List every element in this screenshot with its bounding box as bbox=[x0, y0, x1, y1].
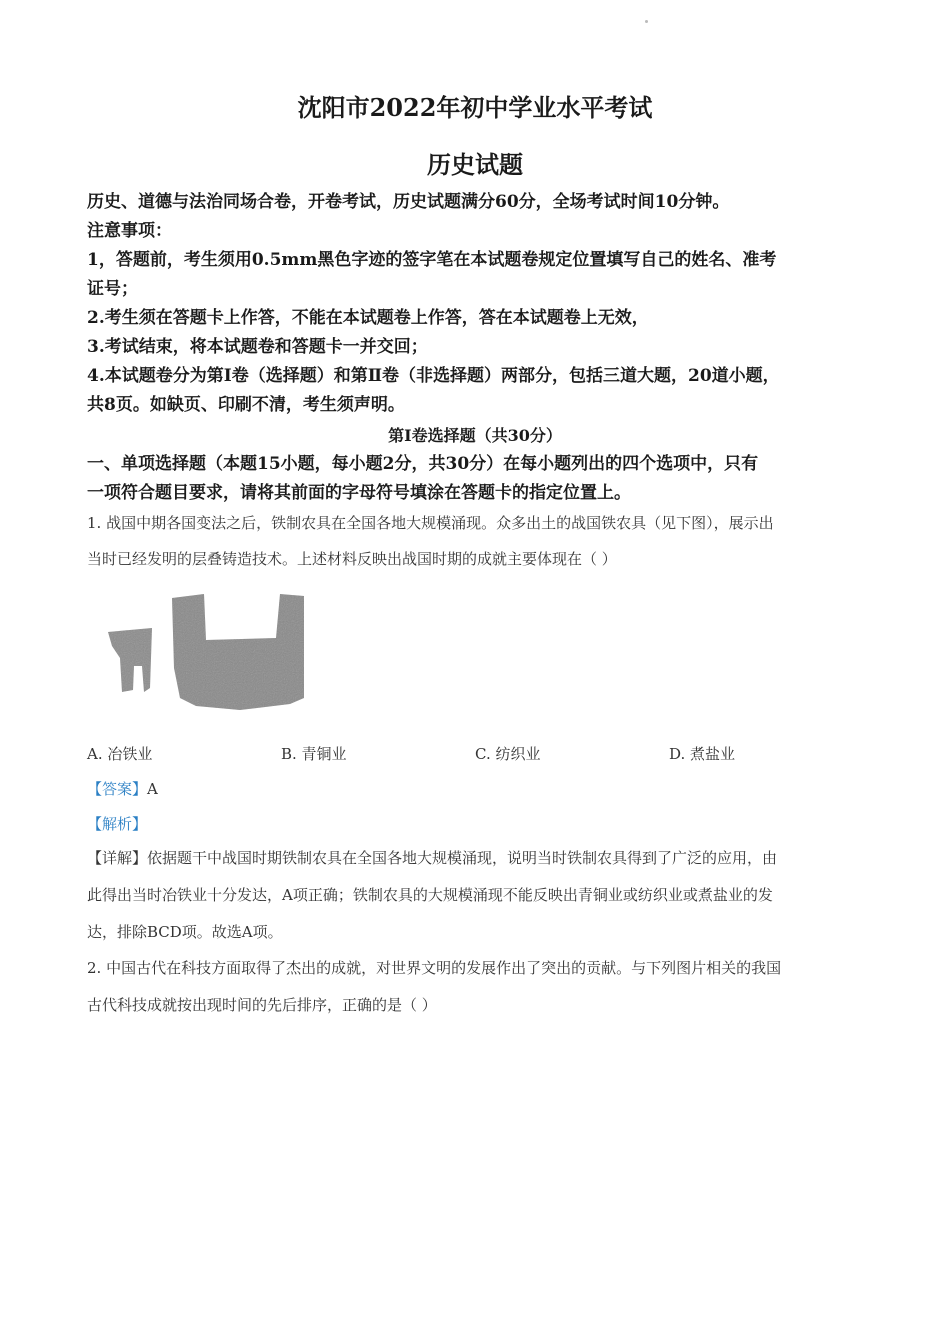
analysis-label: 【解析】 bbox=[87, 815, 148, 833]
instruction-item-3: 3.考试结束，将本试题卷和答题卡一并交回； bbox=[87, 337, 428, 357]
instruction-item-1-line1: 1，答题前，考生须用0.5mm黑色字迹的签字笔在本试题卷规定位置填写自己的姓名、准考 bbox=[87, 250, 777, 270]
answer-value: A bbox=[147, 780, 158, 798]
question-1-line2: 当时已经发明的层叠铸造技术。上述材料反映出战国时期的成就主要体现在（ ） bbox=[87, 550, 617, 568]
detail-line1: 【详解】依据题干中战国时期铁制农具在全国各地大规模涌现，说明当时铁制农具得到了广泛的应用，由 bbox=[87, 849, 778, 867]
instruction-item-1-line2: 证号； bbox=[87, 279, 138, 299]
question-2-line1: 2. 中国古代在科技方面取得了杰出的成就，对世界文明的发展作出了突出的贡献。与下列图片相关的我国 bbox=[87, 959, 782, 977]
notice-label: 注意事项： bbox=[87, 221, 172, 241]
large-tool bbox=[172, 594, 304, 710]
option-c: C. 纺织业 bbox=[475, 745, 541, 763]
section-heading: 第I卷选择题（共30分） bbox=[388, 426, 562, 445]
part-one-line1: 一、单项选择题（本题15小题，每小题2分，共30分）在每小题列出的四个选项中，只有 bbox=[87, 454, 759, 474]
question-2-line2: 古代科技成就按出现时间的先后排序，正确的是（ ） bbox=[87, 996, 437, 1014]
scan-speck bbox=[645, 20, 648, 23]
exam-subtitle: 历史试题 bbox=[427, 150, 523, 179]
question-1-line1: 1. 战国中期各国变法之后，铁制农具在全国各地大规模涌现。众多出土的战国铁农具（见下图），展示出 bbox=[87, 514, 774, 532]
iron-tools-image bbox=[100, 588, 320, 723]
detail-line2: 此得出当时冶铁业十分发达，A项正确；铁制农具的大规模涌现不能反映出青铜业或纺织业或煮盐业的发 bbox=[87, 886, 773, 904]
detail-line3: 达，排除BCD项。故选A项。 bbox=[87, 923, 283, 941]
option-b: B. 青铜业 bbox=[281, 745, 347, 763]
exam-title: 沈阳市2022年初中学业水平考试 bbox=[297, 93, 653, 122]
part-one-line2: 一项符合题目要求，请将其前面的字母符号填涂在答题卡的指定位置上。 bbox=[87, 483, 631, 503]
instruction-item-4-line1: 4.本试题卷分为第I卷（选择题）和第Ⅱ卷（非选择题）两部分，包括三道大题，20道小题， bbox=[87, 366, 780, 386]
instruction-item-2: 2.考生须在答题卡上作答，不能在本试题卷上作答，答在本试题卷上无效， bbox=[87, 308, 649, 328]
answer-label: 【答案】 bbox=[87, 780, 148, 798]
option-a: A. 冶铁业 bbox=[87, 745, 153, 763]
answer-line bbox=[87, 778, 158, 799]
small-tool bbox=[108, 628, 152, 692]
instruction-item-4-line2: 共8页。如缺页、印刷不清，考生须声明。 bbox=[87, 395, 405, 415]
instructions-intro: 历史、道德与法治同场合卷，开卷考试，历史试题满分60分，全场考试时间10分钟。 bbox=[87, 192, 730, 212]
option-d: D. 煮盐业 bbox=[669, 745, 736, 763]
